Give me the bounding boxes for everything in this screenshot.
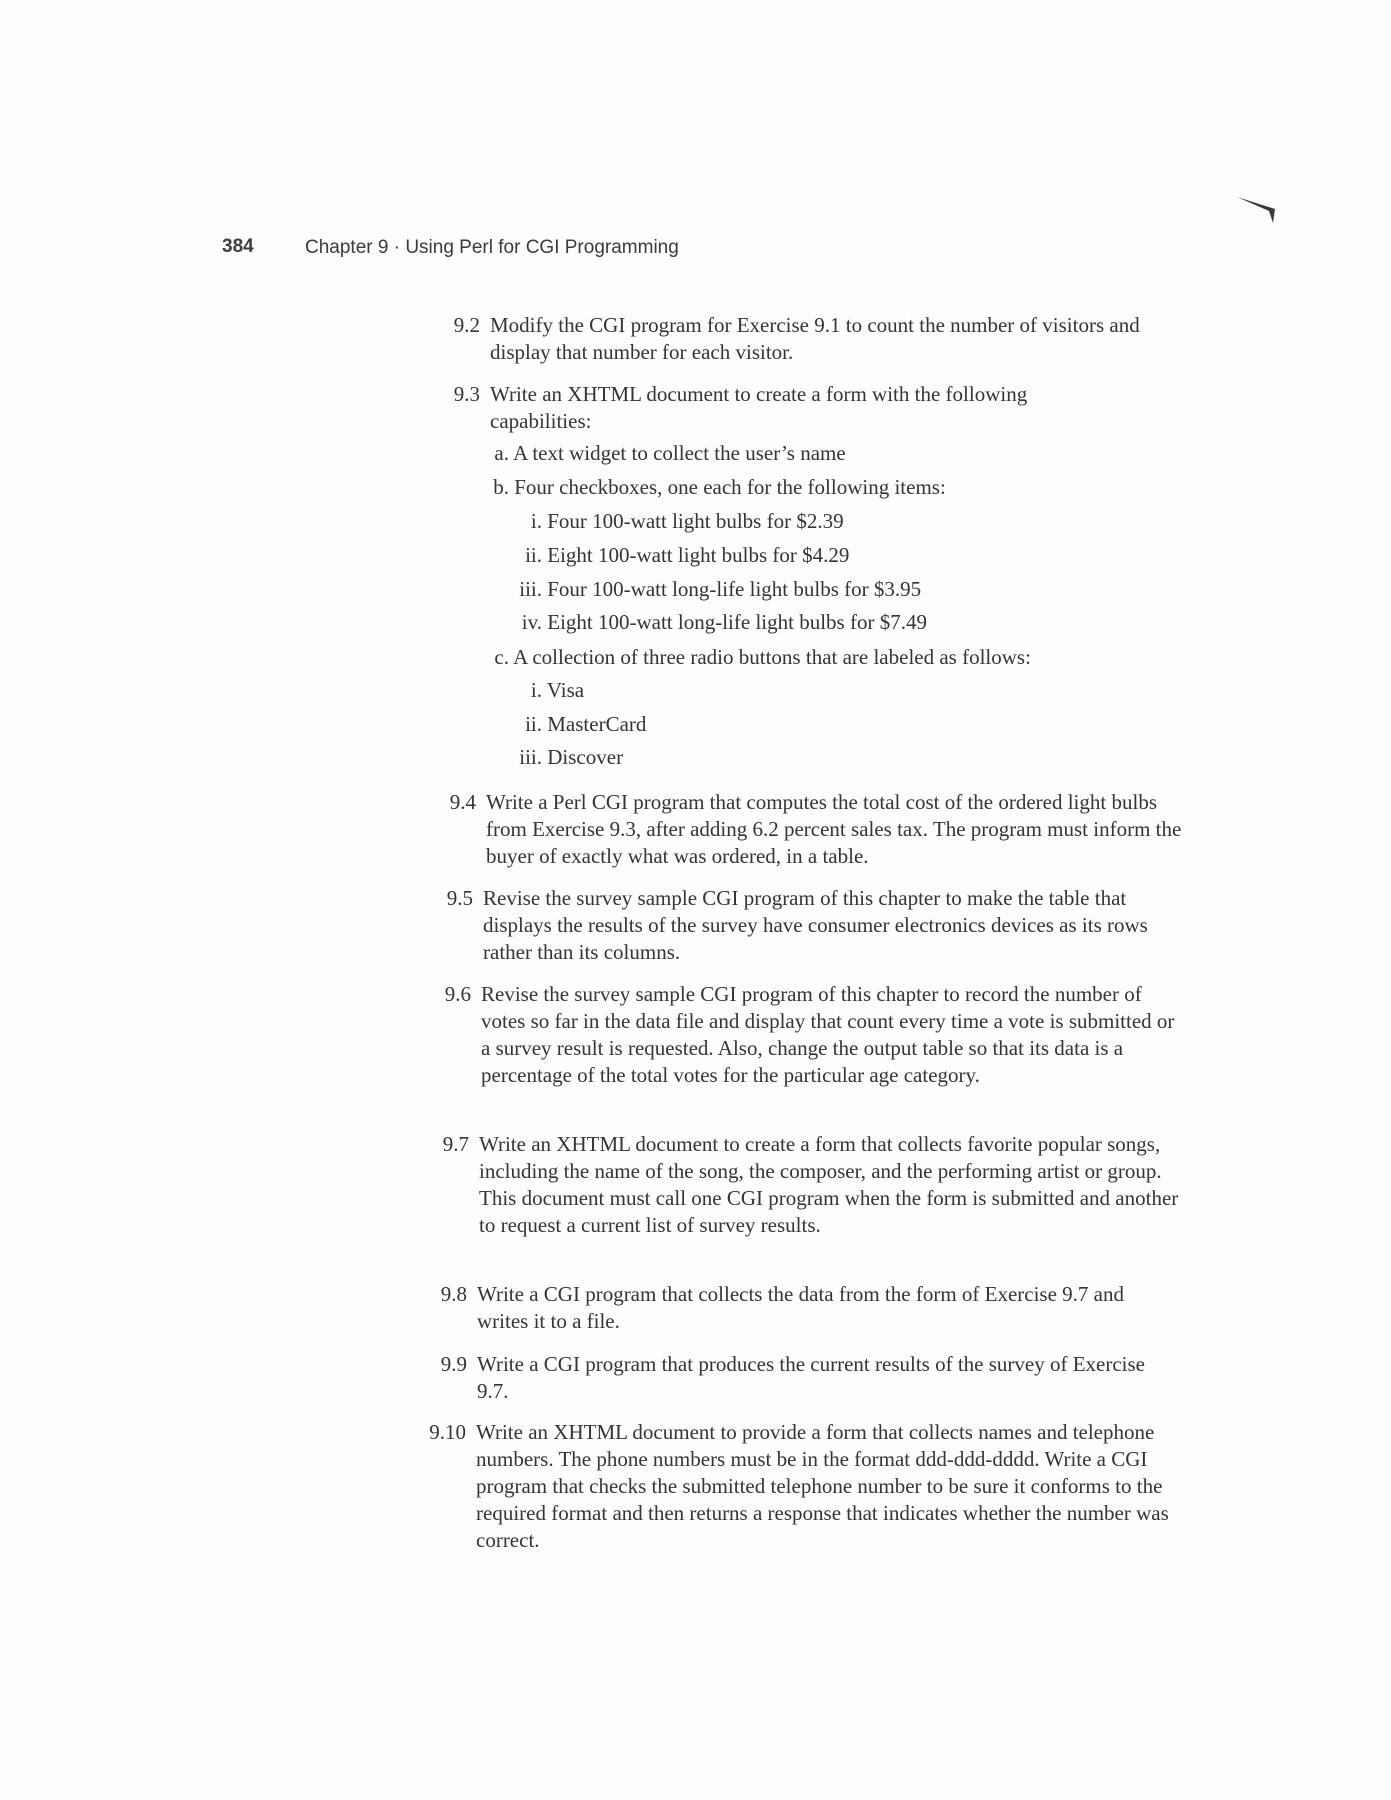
exercise-text: Revise the survey sample CGI program of this chapter to make the table that displays the results of the survey have consumer electronics devices as its rows rather than its columns. — [483, 886, 1148, 964]
exercise-number: 9.2 — [453, 313, 480, 337]
item-b-iv — [500, 609, 927, 636]
item-label: c. — [494, 645, 509, 669]
item-text: Eight 100-watt long-life light bulbs for $7.49 — [547, 610, 927, 634]
exercise-text: Revise the survey sample CGI program of this chapter to record the number of votes so far in the data file and display that count every time a vote is submitted or a survey result is requested. Also, change the output table so that its data is a percentage of the total votes for the particular age category. — [481, 982, 1175, 1087]
exercise-text: Write an XHTML document to create a form with the following capabilities: — [490, 382, 1028, 433]
item-label: a. — [494, 441, 509, 465]
exercise-text: Write an XHTML document to create a form that collects favorite popular songs, including the name of the song, the composer, and the performing artist or group. This document must call one CGI program when the form is submitted and another to request a current list of survey results. — [479, 1132, 1179, 1237]
item-text: MasterCard — [547, 712, 647, 736]
item-text: Four 100-watt long-life light bulbs for $3.95 — [547, 577, 922, 601]
item-b-iii — [500, 576, 921, 603]
item-label: i. — [530, 678, 542, 702]
item-b-i — [500, 508, 844, 535]
exercise-text: Modify the CGI program for Exercise 9.1 to count the number of visitors and display that number for each visitor. — [490, 313, 1140, 364]
item-text: A text widget to collect the user’s name — [513, 441, 846, 465]
exercise-9-3 — [453, 381, 1130, 435]
item-c-iii — [500, 744, 623, 771]
exercise-9-5 — [446, 885, 1183, 966]
exercise-number: 9.8 — [440, 1282, 467, 1306]
exercise-9-2 — [453, 312, 1180, 366]
chapter-title: Chapter 9 · Using Perl for CGI Programming — [305, 237, 679, 258]
item-text: Discover — [547, 745, 624, 769]
exercise-9-4 — [449, 789, 1186, 870]
item-c-ii — [500, 711, 646, 738]
item-text: Four 100-watt light bulbs for $2.39 — [547, 509, 844, 533]
item-label: b. — [493, 475, 509, 499]
exercise-9-9 — [440, 1351, 1177, 1405]
exercise-number: 9.9 — [440, 1352, 467, 1376]
exercise-9-6 — [444, 981, 1181, 1089]
exercise-number: 9.5 — [446, 886, 473, 910]
exercise-9-7 — [442, 1131, 1179, 1239]
item-a — [487, 440, 846, 467]
item-b — [487, 474, 946, 501]
exercise-number: 9.4 — [449, 790, 476, 814]
exercise-text: Write a CGI program that produces the current results of the survey of Exercise 9.7. — [477, 1352, 1146, 1403]
item-b-ii — [500, 542, 849, 569]
item-label: iii. — [519, 577, 542, 601]
item-label: iv. — [521, 610, 542, 634]
item-label: iii. — [519, 745, 542, 769]
item-c — [487, 644, 1031, 671]
item-text: Four checkboxes, one each for the following items: — [514, 475, 946, 499]
exercise-number: 9.10 — [429, 1420, 466, 1444]
exercise-text: Write a CGI program that collects the data from the form of Exercise 9.7 and writes it to a file. — [477, 1282, 1125, 1333]
exercise-text: Write a Perl CGI program that computes the total cost of the ordered light bulbs from Exercise 9.3, after adding 6.2 percent sales tax. The program must inform the buyer of exactly what was ordered, in a table. — [486, 790, 1182, 868]
item-c-i — [500, 677, 584, 704]
item-label: i. — [530, 509, 542, 533]
item-label: ii. — [525, 712, 542, 736]
exercise-number: 9.6 — [444, 982, 471, 1006]
exercise-number: 9.7 — [442, 1132, 469, 1156]
item-text: Visa — [546, 678, 585, 702]
exercise-text: Write an XHTML document to provide a form that collects names and telephone numbers. The phone numbers must be in the format ddd-ddd-dddd. Write a CGI program that checks the submitted telephone number to be sure it conforms to the required format and then returns a response that indicates whether the number was correct. — [476, 1420, 1169, 1552]
item-label: ii. — [525, 543, 542, 567]
exercise-9-10 — [429, 1419, 1176, 1554]
item-text: A collection of three radio buttons that are labeled as follows: — [513, 645, 1031, 669]
item-text: Eight 100-watt light bulbs for $4.29 — [547, 543, 850, 567]
page-number: 384 — [222, 236, 254, 257]
exercise-9-8 — [440, 1281, 1167, 1335]
exercise-number: 9.3 — [453, 382, 480, 406]
